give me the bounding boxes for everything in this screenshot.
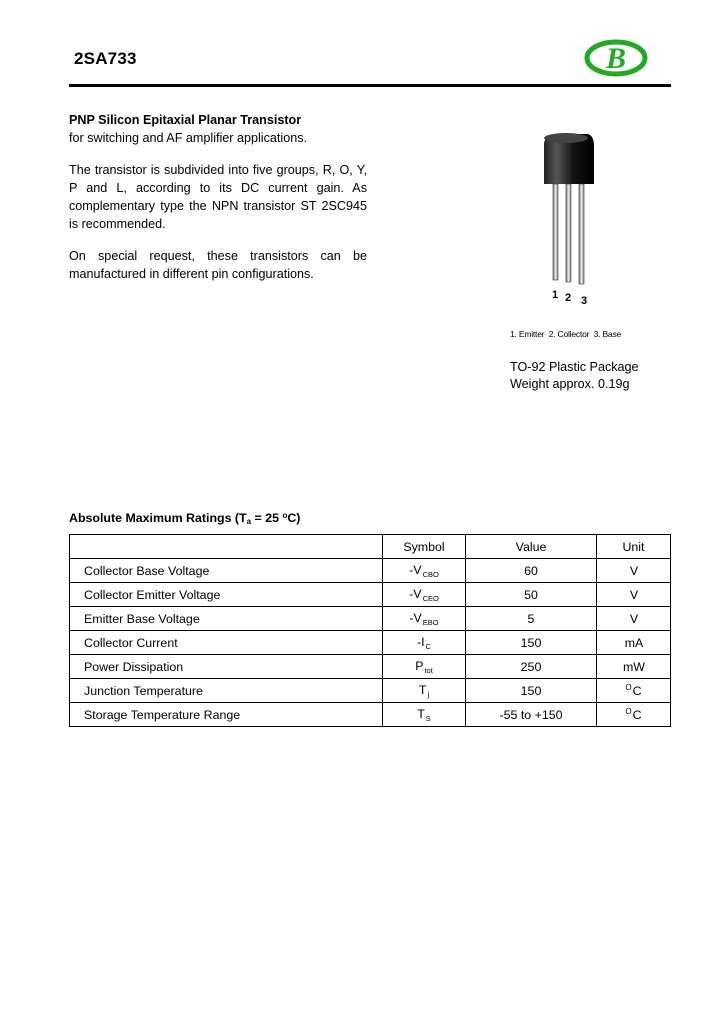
- unit-cell: [597, 703, 671, 727]
- parameter-cell: Emitter Base Voltage: [70, 607, 383, 631]
- value-cell: -55 to +150: [466, 703, 597, 727]
- value-cell: 60: [466, 559, 597, 583]
- package-info: [510, 359, 639, 393]
- symbol-cell: [383, 607, 466, 631]
- groups-paragraph: The transistor is subdivided into five groups, R, O, Y, P and L, according to its DC current gain. As complementary type the NPN transistor ST 2SC945 is recommended.: [69, 163, 367, 231]
- value-cell: 150: [466, 631, 597, 655]
- parameter-cell: Power Dissipation: [70, 655, 383, 679]
- pin-legend: 1. Emitter 2. Collector 3. Base: [510, 329, 622, 339]
- applications-text: for switching and AF amplifier applications.: [69, 131, 307, 145]
- pin-config-paragraph: On special request, these transistors can be manufactured in different pin configurations.: [69, 249, 367, 281]
- table-row: [70, 559, 671, 583]
- unit-cell: [597, 607, 671, 631]
- parameter-cell: Junction Temperature: [70, 679, 383, 703]
- table-row: [70, 631, 671, 655]
- unit-text: V: [629, 588, 639, 602]
- ratings-title-sub: a: [246, 517, 252, 526]
- header-unit: Unit: [597, 535, 671, 559]
- ratings-title-mid: = 25: [251, 511, 283, 525]
- pin-number-2: 2: [565, 292, 572, 304]
- symbol-cell: [383, 703, 466, 727]
- symbol-subscript: CBO: [422, 569, 439, 579]
- header-parameter: [70, 535, 383, 559]
- symbol-subscript: CEO: [422, 593, 439, 603]
- unit-text: mW: [622, 660, 646, 674]
- table-row: [70, 679, 671, 703]
- value-cell: 50: [466, 583, 597, 607]
- header-value: Value: [466, 535, 597, 559]
- parameter-cell: Collector Emitter Voltage: [70, 583, 383, 607]
- symbol-text: -V: [409, 610, 422, 625]
- unit-text: V: [629, 612, 639, 626]
- device-description-title: PNP Silicon Epitaxial Planar Transistor: [69, 113, 302, 127]
- unit-text: mA: [624, 636, 644, 650]
- parameter-cell: Collector Base Voltage: [70, 559, 383, 583]
- symbol-text: -I: [417, 634, 425, 649]
- table-header-row: [70, 535, 671, 559]
- unit-cell: [597, 583, 671, 607]
- package-weight: Weight approx. 0.19g: [510, 377, 630, 391]
- ratings-title: [69, 511, 300, 526]
- symbol-cell: [383, 655, 466, 679]
- symbol-text: -V: [409, 586, 422, 601]
- value-cell: 5: [466, 607, 597, 631]
- pin-number-1: 1: [552, 289, 559, 301]
- header-divider: [69, 84, 671, 87]
- to92-transistor-image: [536, 128, 596, 308]
- symbol-text: T: [418, 682, 427, 697]
- table-row: [70, 583, 671, 607]
- unit-superscript: O: [625, 707, 632, 716]
- part-number: 2SA733: [74, 49, 137, 68]
- header-symbol: Symbol: [383, 535, 466, 559]
- symbol-subscript: S: [425, 713, 431, 723]
- unit-text: C: [632, 708, 642, 722]
- unit-superscript: O: [625, 683, 632, 692]
- symbol-subscript: j: [427, 689, 430, 699]
- logo-letter: B: [605, 42, 627, 75]
- table-row: [70, 703, 671, 727]
- table-row: [70, 607, 671, 631]
- symbol-text: T: [417, 706, 425, 721]
- symbol-cell: [383, 679, 466, 703]
- unit-cell: [597, 631, 671, 655]
- symbol-subscript: C: [425, 641, 431, 651]
- ratings-title-sup: o: [282, 511, 288, 520]
- unit-text: V: [629, 564, 639, 578]
- absolute-maximum-ratings-table: [69, 534, 671, 727]
- symbol-subscript: EBO: [422, 617, 439, 627]
- value-cell: 250: [466, 655, 597, 679]
- unit-text: C: [632, 684, 642, 698]
- unit-cell: [597, 655, 671, 679]
- pin-number-3: 3: [581, 295, 588, 307]
- company-logo: [584, 38, 648, 78]
- package-name: TO-92 Plastic Package: [510, 360, 639, 374]
- symbol-cell: [383, 559, 466, 583]
- symbol-text: P: [415, 658, 424, 673]
- symbol-text: -V: [409, 562, 422, 577]
- value-cell: 150: [466, 679, 597, 703]
- symbol-cell: [383, 583, 466, 607]
- symbol-subscript: tot: [424, 665, 433, 675]
- ratings-title-prefix: Absolute Maximum Ratings (T: [69, 511, 247, 525]
- parameter-cell: Collector Current: [70, 631, 383, 655]
- table-row: [70, 655, 671, 679]
- unit-cell: [597, 559, 671, 583]
- symbol-cell: [383, 631, 466, 655]
- unit-cell: [597, 679, 671, 703]
- ratings-title-suffix: C): [287, 511, 301, 525]
- ratings-table-body: [70, 559, 671, 727]
- parameter-cell: Storage Temperature Range: [70, 703, 383, 727]
